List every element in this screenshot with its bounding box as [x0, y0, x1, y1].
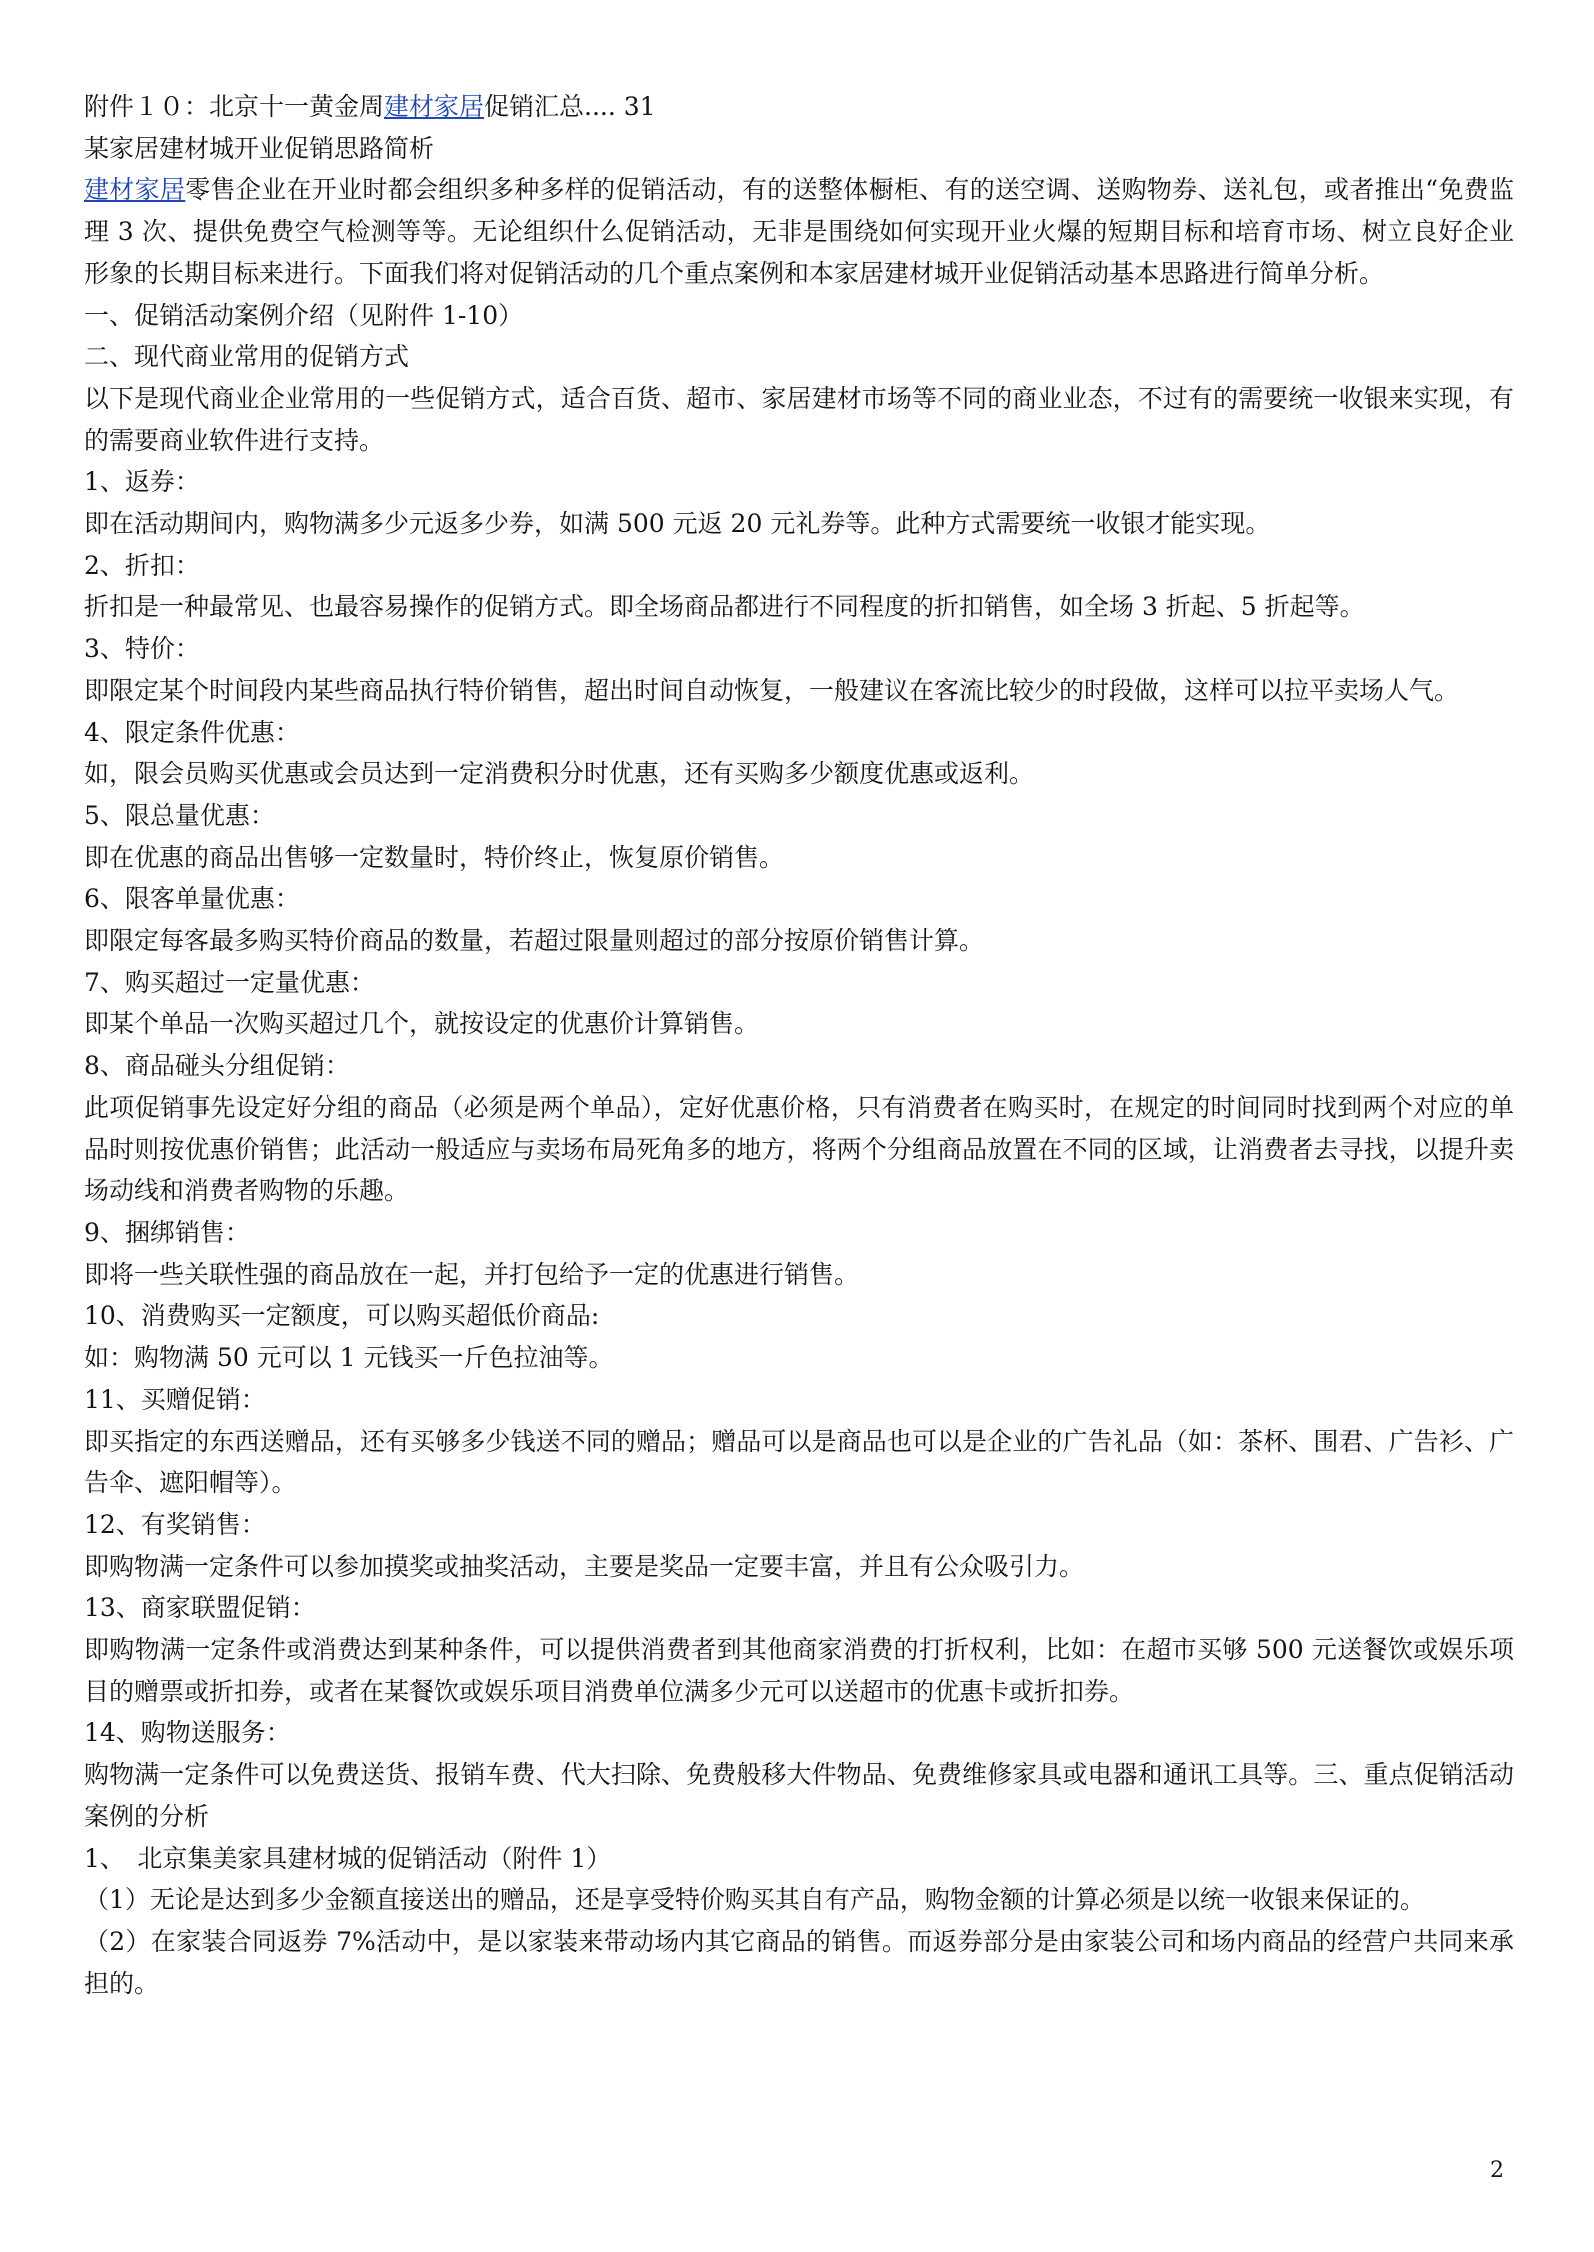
item-heading: 2、折扣：: [84, 550, 200, 580]
item-heading: 6、限客单量优惠：: [84, 884, 300, 914]
paragraph: 即限定每客最多购买特价商品的数量，若超过限量则超过的部分按原价销售计算。: [84, 926, 985, 956]
document-body: [84, 86, 1514, 2004]
paragraph: 以下是现代商业企业常用的一些促销方式，适合百货、超市、家居建材市场等不同的商业业态，不过有的需要统一收银来实现，有的需要商业软件进行支持。: [84, 383, 1514, 455]
paragraph: 即限定某个时间段内某些商品执行特价销售，超出时间自动恢复，一般建议在客流比较少的时段做，这样可以拉平卖场人气。: [84, 675, 1460, 705]
page-number: 2: [1490, 2158, 1504, 2183]
item-heading: 12、有奖销售：: [84, 1509, 266, 1539]
paragraph: 即买指定的东西送赠品，还有买够多少钱送不同的赠品；赠品可以是商品也可以是企业的广告礼品（如：茶杯、围君、广告衫、广告伞、遮阳帽等）。: [84, 1426, 1514, 1498]
item-heading: 14、购物送服务：: [84, 1718, 291, 1748]
item-heading: 9、捆绑销售：: [84, 1217, 250, 1247]
paragraph: 即购物满一定条件或消费达到某种条件，可以提供消费者到其他商家消费的打折权利，比如：在超市买够 500 元送餐饮或娱乐项目的赠票或折扣券，或者在某餐饮或娱乐项目消费单位满多少元可以送超市的优惠卡或折扣券。: [84, 1635, 1514, 1706]
toc-line: 附件１０：北京十一黄金周建材家居促销汇总.... 31: [84, 92, 656, 121]
item-heading: 7、购买超过一定量优惠：: [84, 967, 375, 997]
item-heading: 1、 北京集美家具建材城的促销活动（附件 1）: [84, 1843, 612, 1873]
item-heading: 4、限定条件优惠：: [84, 717, 300, 747]
link-building-home[interactable]: 建材家居: [384, 92, 485, 121]
intro-paragraph: 建材家居零售企业在开业时都会组织多种多样的促销活动，有的送整体橱柜、有的送空调、送购物券、送礼包，或者推出“免费监理 3 次、提供免费空气检测等等。无论组织什么促销活动，无非是围绕如何实现开业火爆的短期目标和培育市场、树立良好企业形象的长期目标来进行。下面我们将对促销活动的几个重点案例和本家居建材城开业促销活动基本思路进行简单分析。: [84, 175, 1514, 288]
item-heading: 5、限总量优惠：: [84, 800, 275, 830]
paragraph: 如：购物满 50 元可以 1 元钱买一斤色拉油等。: [84, 1343, 614, 1373]
paragraph: 此项促销事先设定好分组的商品（必须是两个单品），定好优惠价格，只有消费者在购买时，在规定的时间同时找到两个对应的单品时则按优惠价销售；此活动一般适应与卖场布局死角多的地方，将两个分组商品放置在不同的区域，让消费者去寻找，以提升卖场动线和消费者购物的乐趣。: [84, 1092, 1514, 1206]
paragraph: 即购物满一定条件可以参加摸奖或抽奖活动，主要是奖品一定要丰富，并且有公众吸引力。: [84, 1551, 1085, 1581]
section-heading: 二、现代商业常用的促销方式: [84, 342, 410, 372]
item-heading: 13、商家联盟促销：: [84, 1593, 316, 1623]
article-title: 某家居建材城开业促销思路简析: [84, 133, 435, 163]
paragraph: 如，限会员购买优惠或会员达到一定消费积分时优惠，还有买购多少额度优惠或返利。: [84, 759, 1035, 789]
item-heading: 8、商品碰头分组促销：: [84, 1051, 350, 1081]
paragraph: 即在优惠的商品出售够一定数量时，特价终止，恢复原价销售。: [84, 842, 785, 872]
section-heading: 一、促销活动案例介绍（见附件 1-10）: [84, 300, 524, 330]
item-heading: 11、买赠促销：: [84, 1384, 266, 1414]
item-heading: 10、消费购买一定额度，可以购买超低价商品:: [84, 1301, 600, 1331]
paragraph: 折扣是一种最常见、也最容易操作的促销方式。即全场商品都进行不同程度的折扣销售，如全场 3 折起、5 折起等。: [84, 592, 1365, 622]
paragraph: 即在活动期间内，购物满多少元返多少券，如满 500 元返 20 元礼券等。此种方式需要统一收银才能实现。: [84, 509, 1271, 539]
item-heading: 3、特价：: [84, 634, 200, 664]
paragraph: 购物满一定条件可以免费送货、报销车费、代大扫除、免费般移大件物品、免费维修家具或电器和通讯工具等。三、重点促销活动案例的分析: [84, 1760, 1514, 1831]
paragraph: （2）在家装合同返券 7%活动中，是以家装来带动场内其它商品的销售。而返券部分是由家装公司和场内商品的经营户共同来承担的。: [84, 1926, 1514, 1998]
item-heading: 1、返券：: [84, 467, 200, 497]
paragraph: 即将一些关联性强的商品放在一起，并打包给予一定的优惠进行销售。: [84, 1259, 860, 1289]
paragraph: （1）无论是达到多少金额直接送出的赠品，还是享受特价购买其自有产品，购物金额的计算必须是以统一收银来保证的。: [84, 1885, 1425, 1915]
link-building-home[interactable]: 建材家居: [84, 175, 186, 205]
paragraph: 即某个单品一次购买超过几个，就按设定的优惠价计算销售。: [84, 1009, 760, 1039]
